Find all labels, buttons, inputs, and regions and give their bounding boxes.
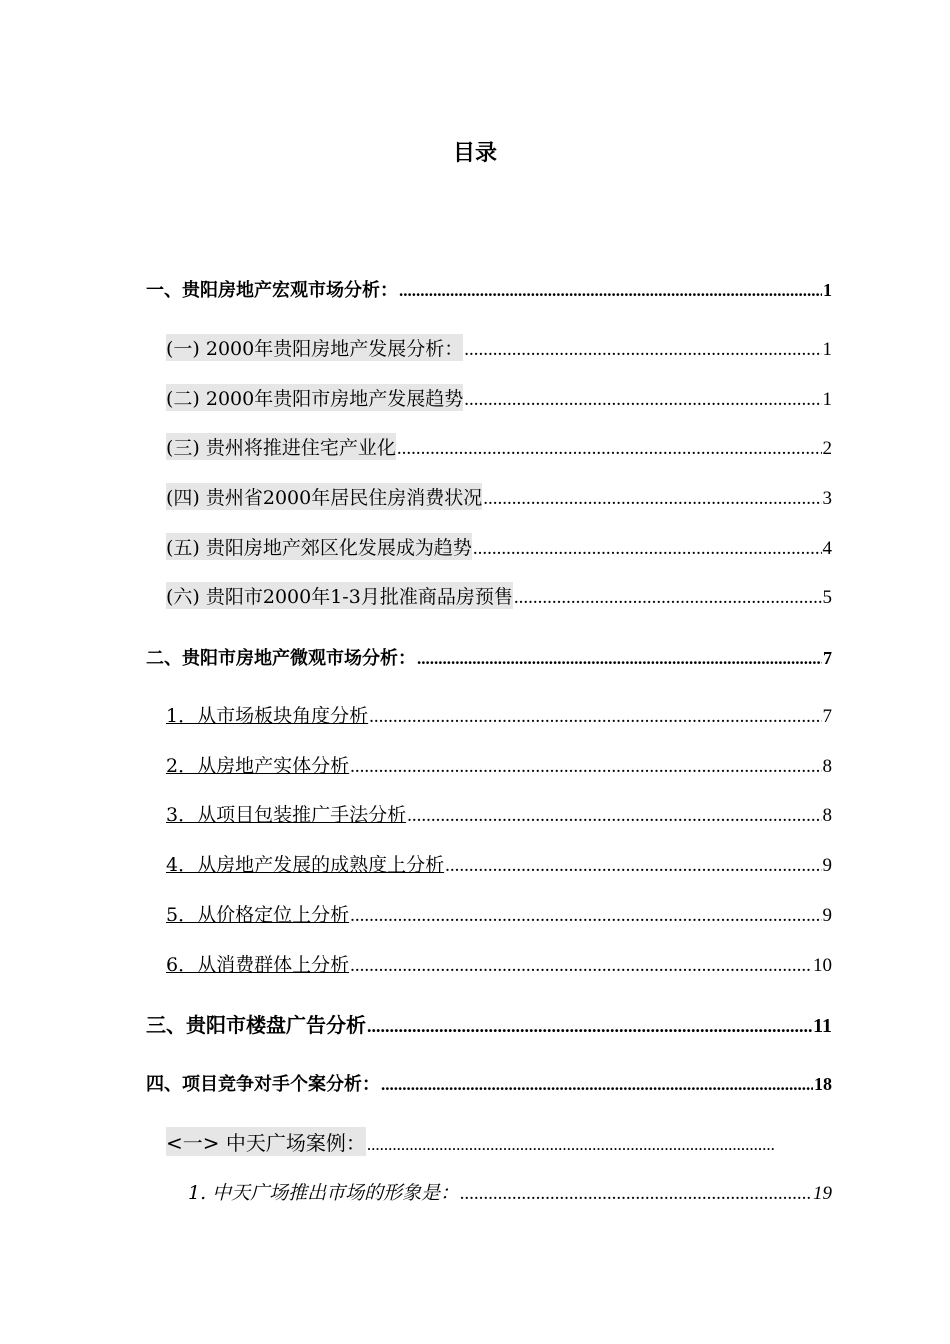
toc-page-number: 8 [822,805,832,826]
toc-page-number: 1 [822,339,832,360]
toc-leader-dots [367,1135,775,1155]
toc-entry-section-1[interactable] [146,276,832,302]
toc-page-number: 7 [822,706,832,727]
toc-entry-subsection-1-3[interactable] [166,433,832,460]
toc-entry-label: <一> 中天广场案例： [166,1127,366,1156]
toc-entry-label: 三、贵阳市楼盘广告分析 [146,1013,366,1037]
toc-leader-dots [464,339,821,361]
toc-page-number: 1 [823,280,832,300]
toc-entry-label: (四) 贵州省2000年居民住房消费状况 [166,483,482,510]
toc-entry-label: 1．从市场板块角度分析 [166,705,369,727]
toc-leader-dots [369,706,821,728]
toc-page-number: 18 [814,1074,832,1094]
toc-entry-label: (六) 贵阳市2000年1-3月批准商品房预售 [166,582,513,609]
toc-leader-dots [350,955,812,977]
toc-entry-label: 二、贵阳市房地产微观市场分析： [146,648,416,669]
toc-entry-section-2[interactable] [146,644,832,670]
toc-entry-subsection-2-1[interactable] [166,701,832,728]
toc-page-number: 4 [822,538,832,559]
toc-entry-subsection-1-6[interactable] [166,582,832,609]
toc-entry-label: (三) 贵州将推进住宅产业化 [166,433,396,460]
toc-leader-dots [350,756,821,778]
toc-entry-subsection-2-6[interactable] [166,950,832,977]
toc-page-number: 3 [822,488,832,509]
toc-leader-dots [399,281,822,301]
toc-entry-item-4-1-1[interactable] [188,1178,832,1205]
toc-entry-label: 3．从项目包装推广手法分析 [166,804,407,826]
toc-leader-dots [407,805,821,827]
toc-leader-dots [460,1183,812,1205]
toc-leader-dots [381,1075,813,1095]
toc-entry-label: (一) 2000年贵阳房地产发展分析： [166,334,463,361]
toc-entry-section-4[interactable] [146,1070,832,1096]
toc-entry-subsection-4-1[interactable] [166,1127,776,1156]
toc-page-number: 11 [813,1015,832,1037]
toc-entry-label: 2．从房地产实体分析 [166,755,350,777]
toc-leader-dots [483,488,821,510]
toc-entry-section-3[interactable] [146,1009,832,1038]
toc-leader-dots [367,1016,812,1037]
toc-entry-subsection-1-4[interactable] [166,483,832,510]
toc-leader-dots [473,538,822,560]
toc-page-number: 10 [813,955,832,976]
toc-page-number: 9 [822,855,832,876]
toc-leader-dots [464,389,821,411]
toc-entry-label: 6．从消费群体上分析 [166,954,350,976]
toc-entry-label: 5．从价格定位上分析 [166,904,350,926]
toc-entry-label: 4．从房地产发展的成熟度上分析 [166,854,445,876]
toc-leader-dots [514,587,822,609]
toc-entry-label: 四、项目竞争对手个案分析： [146,1074,380,1095]
toc-entry-subsection-2-4[interactable] [166,850,832,877]
toc-entry-subsection-2-5[interactable] [166,900,832,927]
toc-leader-dots [350,905,821,927]
toc-page-number: 8 [822,756,832,777]
toc-entry-subsection-2-2[interactable] [166,751,832,778]
toc-page-number: 1 [822,389,832,410]
toc-page-number: 5 [822,587,832,608]
toc-page-number: 19 [813,1183,832,1204]
toc-entry-subsection-2-3[interactable] [166,800,832,827]
toc-entry-label: 一、贵阳房地产宏观市场分析： [146,280,398,301]
toc-entry-subsection-1-2[interactable] [166,384,832,411]
toc-entry-label: (五) 贵阳房地产郊区化发展成为趋势 [166,533,472,560]
toc-entry-subsection-1-1[interactable] [166,334,832,361]
toc-leader-dots [417,649,822,669]
toc-entry-label: (二) 2000年贵阳市房地产发展趋势 [166,384,463,411]
toc-page-number: 9 [822,905,832,926]
toc-leader-dots [445,855,821,877]
toc-title: 目录 [452,141,497,166]
toc-entry-subsection-1-5[interactable] [166,533,832,560]
toc-page-number: 2 [822,438,832,459]
toc-leader-dots [397,438,822,460]
toc-entry-label: 1. 中天广场推出市场的形象是： [188,1182,460,1204]
toc-page-number: 7 [823,648,832,668]
